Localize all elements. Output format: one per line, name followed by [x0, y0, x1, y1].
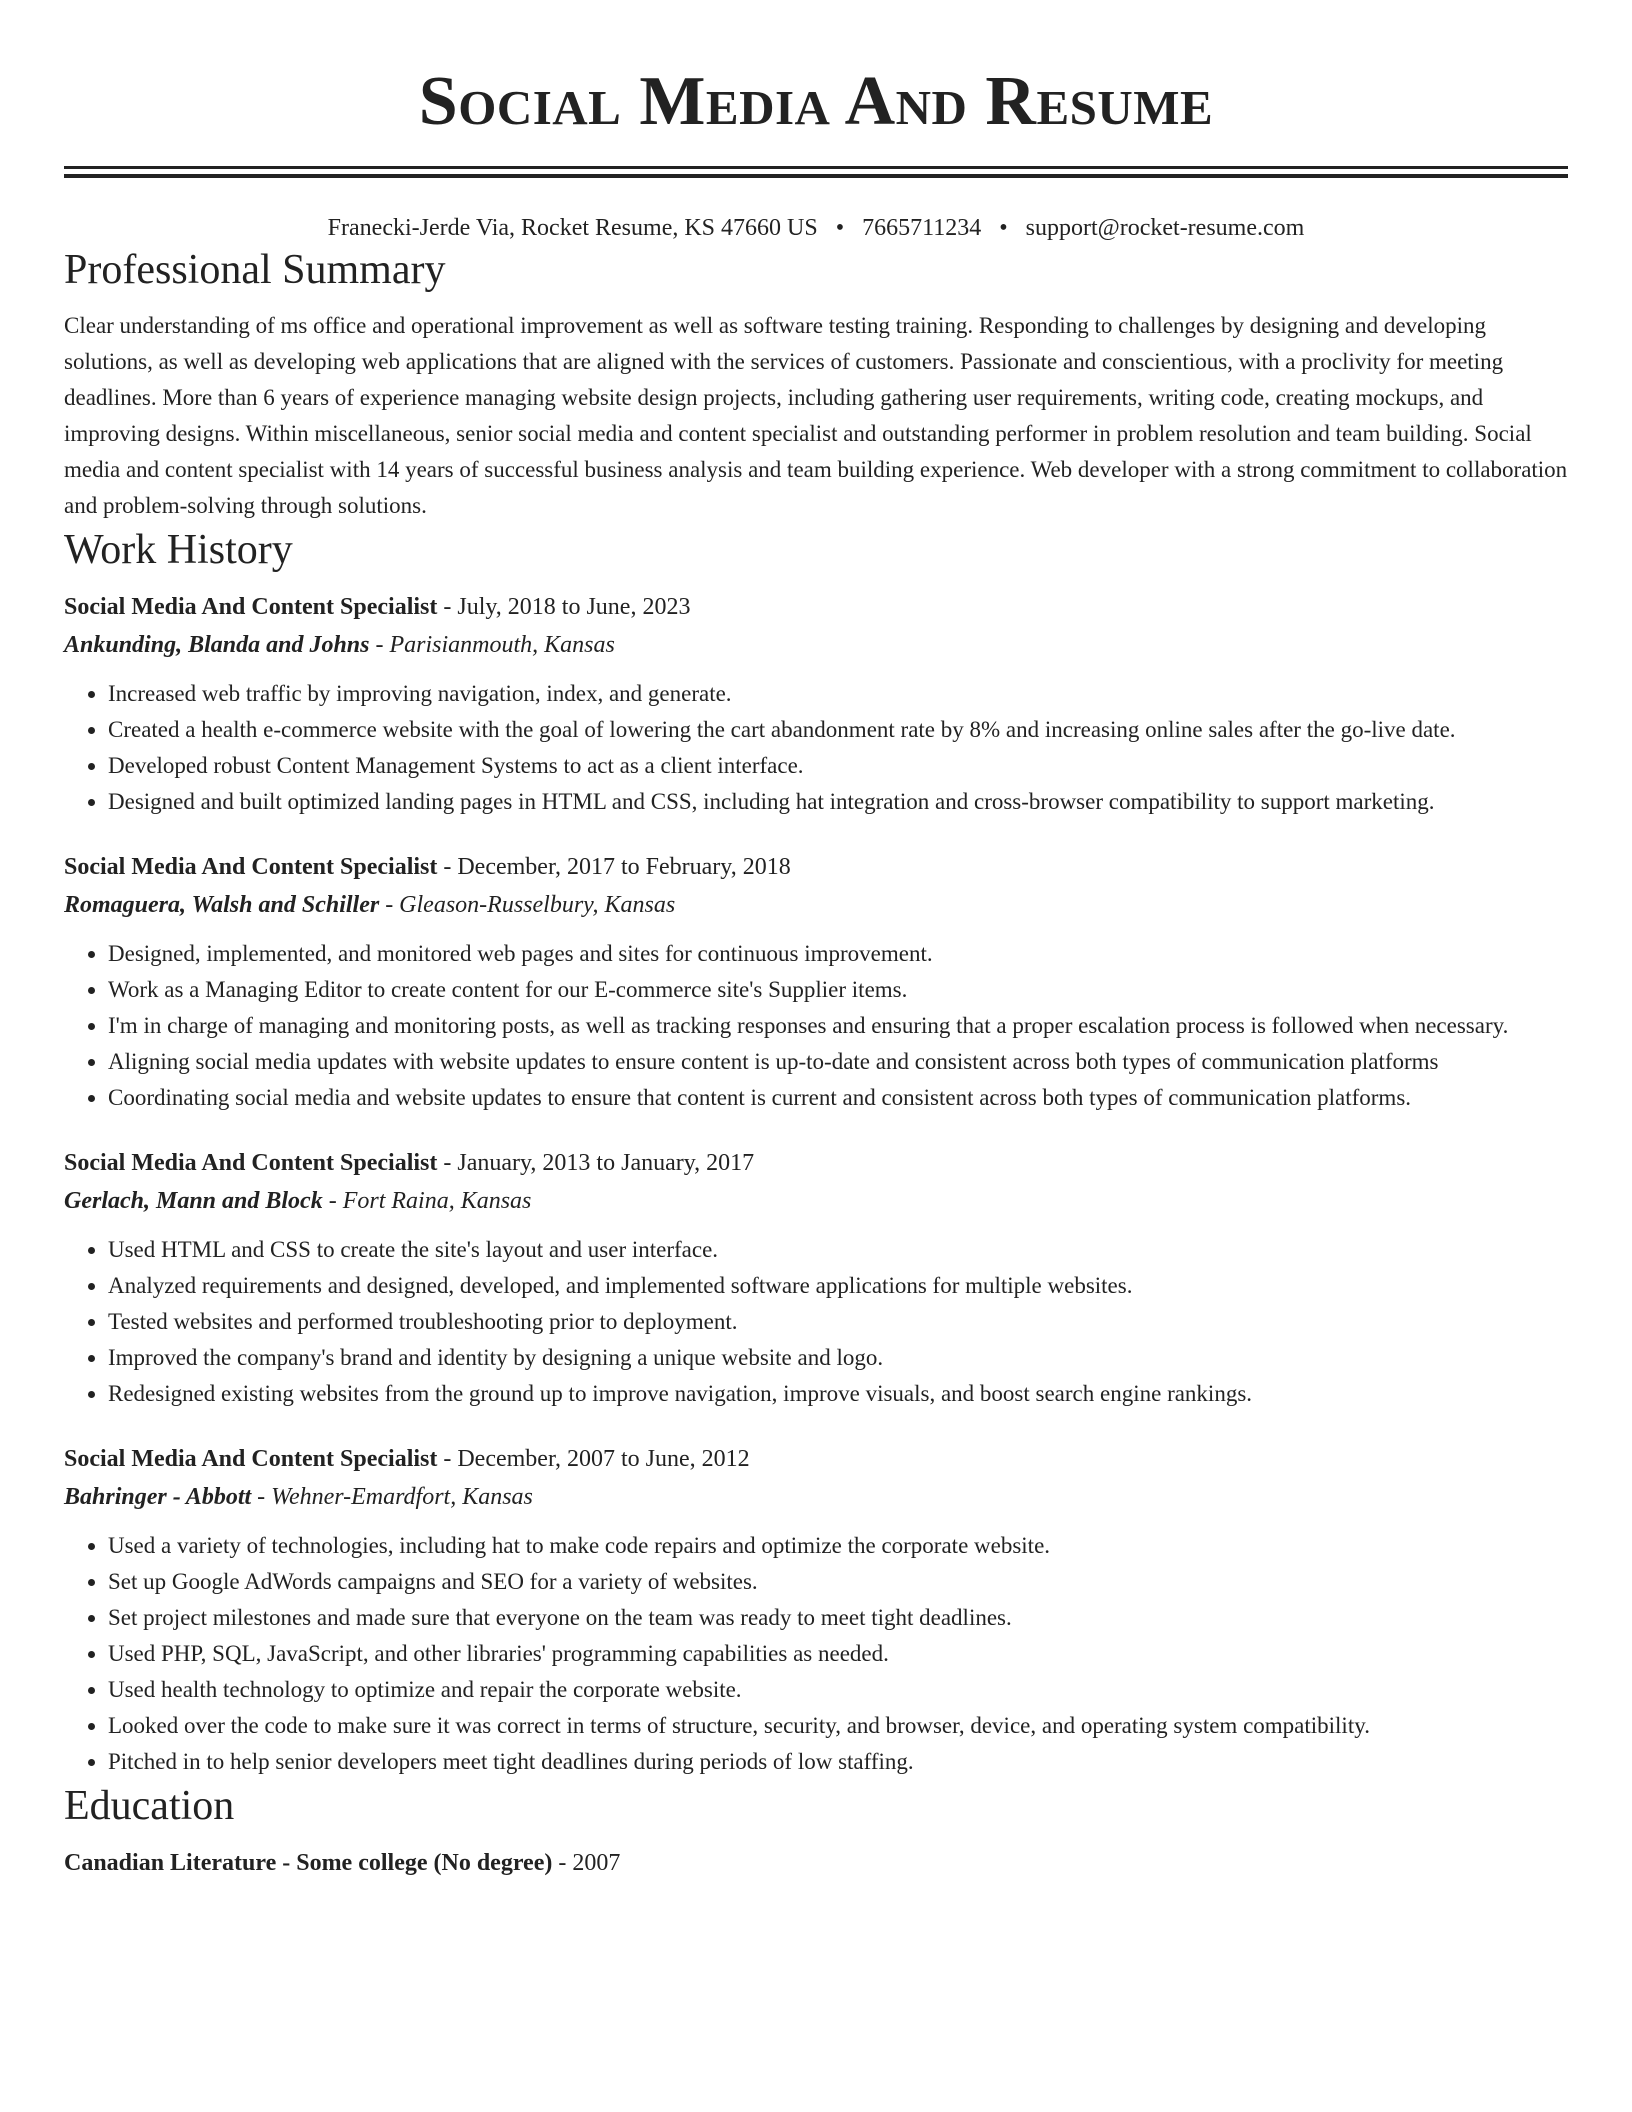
company-location: - Parisianmouth, Kansas: [369, 632, 615, 658]
job-bullet: • Used health technology to optimize and repair the corporate website.: [108, 1672, 1568, 1708]
company-line: [64, 1182, 1568, 1220]
job-bullets: [64, 1232, 1568, 1412]
job-bullet: • Looked over the code to make sure it was correct in terms of structure, security, and browser, device, and operating system compatibility.: [108, 1708, 1568, 1744]
job-bullet: • Work as a Managing Editor to create content for our E-commerce site's Supplier items.: [108, 972, 1568, 1008]
job-bullet: • Tested websites and performed troubleshooting prior to deployment.: [108, 1304, 1568, 1340]
job-bullet: • Increased web traffic by improving navigation, index, and generate.: [108, 676, 1568, 712]
company-line: [64, 886, 1568, 924]
contact-line: [64, 212, 1568, 244]
job-title-line: [64, 1144, 1568, 1182]
job-entry: [64, 1440, 1568, 1780]
contact-separator: •: [835, 215, 845, 241]
contact-phone: 7665711234: [862, 215, 982, 241]
education-entry: [64, 1844, 1568, 1882]
company-name: Gerlach, Mann and Block: [64, 1188, 323, 1214]
company-name: Ankunding, Blanda and Johns: [64, 632, 370, 658]
job-title-line: [64, 1440, 1568, 1478]
job-title-line: [64, 848, 1568, 886]
job-bullet: • Aligning social media updates with website updates to ensure content is up-to-date and consistent across both types of communication platforms: [108, 1044, 1568, 1080]
job-bullets: [64, 1528, 1568, 1780]
job-dates: - July, 2018 to June, 2023: [437, 594, 691, 620]
job-title: Social Media And Content Specialist: [64, 594, 438, 620]
education-heading: Education: [64, 1783, 235, 1829]
job-dates: - January, 2013 to January, 2017: [437, 1150, 755, 1176]
contact-address: Franecki-Jerde Via, Rocket Resume, KS 47660 US: [327, 215, 818, 241]
job-bullet: • Used HTML and CSS to create the site's layout and user interface.: [108, 1232, 1568, 1268]
job-bullet: • Used a variety of technologies, including hat to make code repairs and optimize the corporate website.: [108, 1528, 1568, 1564]
company-location: - Gleason-Russelbury, Kansas: [379, 892, 676, 918]
job-bullets: [64, 936, 1568, 1116]
job-dates: - December, 2017 to February, 2018: [437, 854, 791, 880]
summary-text: Clear understanding of ms office and operational improvement as well as software testing training. Responding to challenges by designing and developing solutions, as well as developing web applications that are aligned with the services of customers. Passionate and conscientious, with a proclivity for meeting deadlines. More than 6 years of experience managing website design projects, including gathering user requirements, writing code, creating mockups, and improving designs. Within miscellaneous, senior social media and content specialist and outstanding performer in problem resolution and team building. Social media and content specialist with 14 years of successful business analysis and team building experience. Web developer with a strong commitment to collaboration and problem-solving through solutions.: [64, 313, 1568, 518]
summary-heading: Professional Summary: [64, 247, 446, 293]
job-bullet: • Used PHP, SQL, JavaScript, and other libraries' programming capabilities as needed.: [108, 1636, 1568, 1672]
education-year: - 2007: [552, 1850, 621, 1876]
education-degree: Canadian Literature - Some college (No degree): [64, 1850, 553, 1876]
contact-email: support@rocket-resume.com: [1025, 215, 1305, 241]
job-entry: [64, 588, 1568, 820]
company-line: [64, 626, 1568, 664]
company-location: - Fort Raina, Kansas: [322, 1188, 532, 1214]
job-bullet: • Designed, implemented, and monitored web pages and sites for continuous improvement.: [108, 936, 1568, 972]
job-bullet: • Pitched in to help senior developers meet tight deadlines during periods of low staffing.: [108, 1744, 1568, 1780]
job-bullet: • Developed robust Content Management Systems to act as a client interface.: [108, 748, 1568, 784]
job-title-line: [64, 588, 1568, 626]
job-title: Social Media And Content Specialist: [64, 854, 438, 880]
company-location: - Wehner-Emardfort, Kansas: [251, 1484, 533, 1510]
job-bullet: • Redesigned existing websites from the ground up to improve navigation, improve visuals, and boost search engine rankings.: [108, 1376, 1568, 1412]
job-bullet: • Analyzed requirements and designed, developed, and implemented software applications for multiple websites.: [108, 1268, 1568, 1304]
contact-separator: •: [999, 215, 1008, 241]
job-dates: - December, 2007 to June, 2012: [437, 1446, 750, 1472]
title-rule-bottom: [64, 174, 1568, 178]
company-name: Romaguera, Walsh and Schiller: [64, 892, 380, 918]
job-bullet: • Coordinating social media and website updates to ensure that content is current and consistent across both types of communication platforms.: [108, 1080, 1568, 1116]
title-rule-top: [64, 166, 1568, 169]
company-line: [64, 1478, 1568, 1516]
job-title: Social Media And Content Specialist: [64, 1446, 438, 1472]
job-entry: [64, 848, 1568, 1116]
job-bullet: • Designed and built optimized landing pages in HTML and CSS, including hat integration and cross-browser compatibility to support marketing.: [108, 784, 1568, 820]
job-bullet: • Set project milestones and made sure that everyone on the team was ready to meet tight deadlines.: [108, 1600, 1568, 1636]
resume-page: [64, 0, 1568, 1882]
job-bullet: • Improved the company's brand and identity by designing a unique website and logo.: [108, 1340, 1568, 1376]
company-name: Bahringer - Abbott: [64, 1484, 252, 1510]
job-bullet: • I'm in charge of managing and monitoring posts, as well as tracking responses and ensuring that a proper escalation process is followed when necessary.: [108, 1008, 1568, 1044]
resume-title: Social Media And Resume: [418, 63, 1214, 140]
job-title: Social Media And Content Specialist: [64, 1150, 438, 1176]
job-bullet: • Created a health e-commerce website with the goal of lowering the cart abandonment rate by 8% and increasing online sales after the go-live date.: [108, 712, 1568, 748]
job-bullets: [64, 676, 1568, 820]
job-entry: [64, 1144, 1568, 1412]
work-history-heading: Work History: [64, 527, 293, 573]
job-bullet: • Set up Google AdWords campaigns and SEO for a variety of websites.: [108, 1564, 1568, 1600]
